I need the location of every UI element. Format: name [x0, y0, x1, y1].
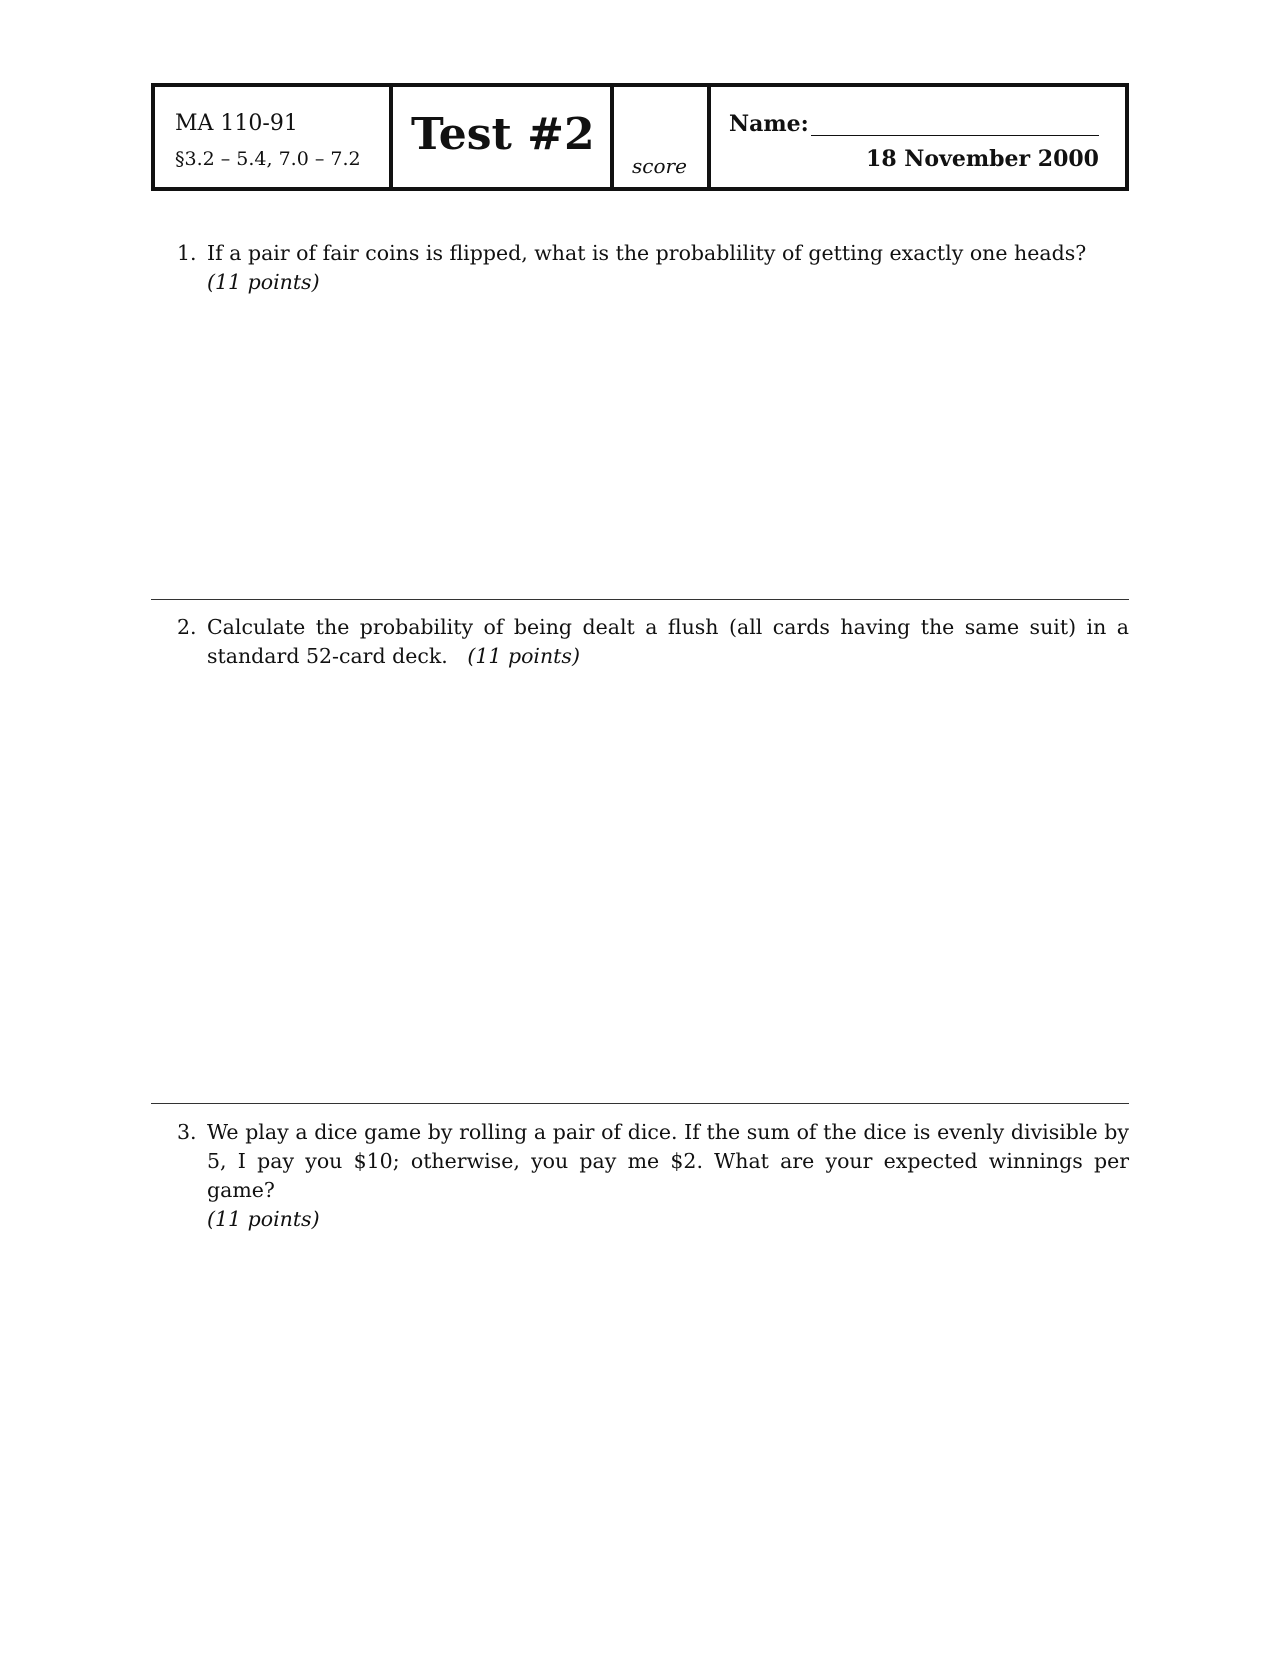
course-sections: §3.2 – 5.4, 7.0 – 7.2: [175, 148, 361, 170]
score-label: score: [632, 154, 687, 178]
question-number: 3.: [177, 1120, 197, 1144]
question-number: 1.: [177, 241, 197, 265]
question-2: [151, 613, 1129, 671]
name-date-cell: [707, 87, 1125, 187]
test-title: Test #2: [411, 109, 595, 160]
course-code: MA 110-91: [175, 111, 298, 136]
question-number: 2.: [177, 615, 197, 639]
score-cell: [610, 87, 707, 187]
question-points: (11 points): [207, 1207, 320, 1231]
question-text: If a pair of fair coins is flipped, what is the probablility of getting exactly one heads?: [207, 241, 1087, 265]
section-divider: [151, 1103, 1129, 1104]
question-points: (11 points): [467, 644, 580, 668]
question-text: Calculate the probability of being dealt a flush (all cards having the same suit) in a standard 52-card deck.: [207, 615, 1129, 668]
exam-date: 18 November 2000: [866, 146, 1099, 172]
course-info-cell: [155, 87, 389, 187]
question-points: (11 points): [207, 270, 320, 294]
question-1: [151, 239, 1129, 297]
title-cell: [389, 87, 610, 187]
name-blank-line: [811, 135, 1099, 136]
question-text: We play a dice game by rolling a pair of dice. If the sum of the dice is evenly divisible by 5, I pay you $10; otherwise, you pay me $2. What are your expected winnings per game?: [207, 1120, 1129, 1202]
exam-header: [151, 83, 1129, 191]
name-label: Name:: [729, 111, 809, 137]
question-3: [151, 1118, 1129, 1234]
section-divider: [151, 599, 1129, 600]
